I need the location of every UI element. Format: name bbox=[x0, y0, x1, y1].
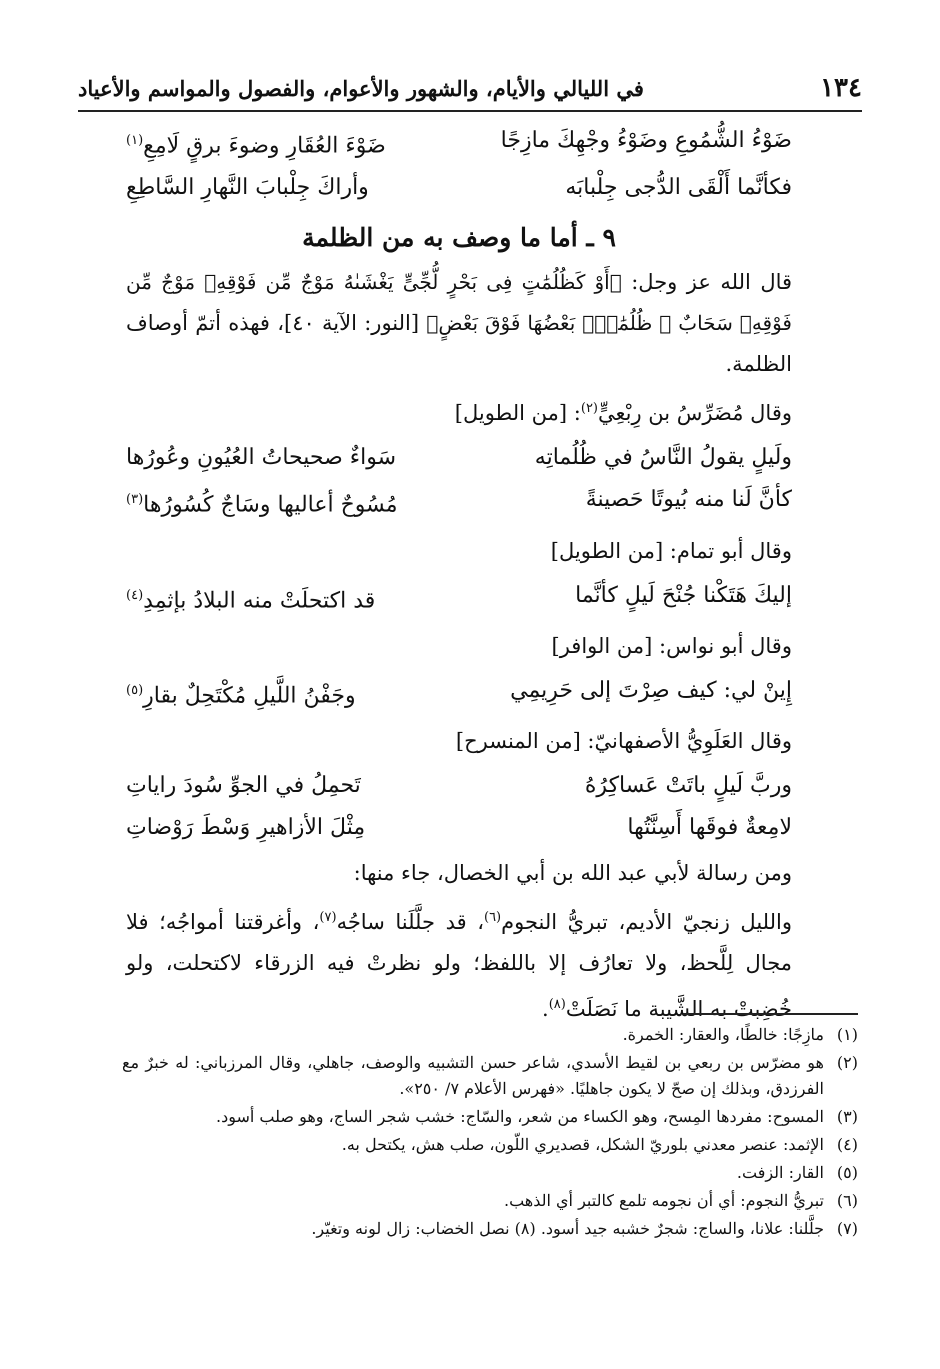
footnote-ref: (٥) bbox=[126, 682, 144, 698]
poem-intro: وقال أبو تمام: [من الطويل] bbox=[550, 538, 792, 563]
prose-paragraph: والليل زنجيّ الأديم، تبريُّ النجوم$^{(٦)}$، قد جلَّلَنا ساجُه$^{(٧)}$، وأغرقتنا أمواجُه؛ فلا مجال لِلَّحظ، ولا تعارُف إلا باللفظ؛ ولو نظرتْ فيه الزرقاء لاكتحلت، ولو خُضِبتْ به الشَّيبة ما نَصَلَتْ$^{(٨)}$. bbox=[126, 910, 792, 1022]
poem-intro: وقال العَلَوِيُّ الأصفهانيّ: [من المنسرح] bbox=[455, 729, 792, 754]
quran-paragraph: قال الله عز وجل: ﴿أَوْ كَظُلُمَٰتٍ فِى بَحْرٍ لُّجِّىٍّ يَغْشَىٰهُ مَوْجٌ مِّن فَوْقِهِۦ مَوْجٌ مِّن فَوْقِهِۦ سَحَابٌ ۚ ظُلُمَٰتٌۢ بَعْضُهَا فَوْقَ بَعْضٍ﴾ [النور: الآية ٤٠]، فهذه أتمّ أوصاف الظلمة. bbox=[126, 270, 793, 377]
verse-line bbox=[126, 479, 792, 526]
verse-second-hemistich: ضَوْءَ العُقَارِ وضوءَ برقٍ لَامِعِ$^{(١)}$ bbox=[126, 133, 386, 159]
footnote-text: جلَّلنا: علانا، والساج: شجرٌ خشبه جيد أسود. (٨) نصل الخضاب: زال لونه وتغيّر. bbox=[311, 1219, 824, 1238]
verse-line bbox=[126, 437, 792, 479]
section-heading: ٩ ـ أما ما وصف به من الظلمة bbox=[302, 223, 616, 253]
footnote-number: (١) bbox=[836, 1025, 858, 1044]
footnote bbox=[122, 1104, 858, 1130]
footnote-text: تبريُّ النجوم: أي أن نجومه تلمع كالتبر أي الذهب. bbox=[503, 1191, 824, 1210]
footnote bbox=[122, 1216, 858, 1242]
footnote bbox=[122, 1022, 858, 1048]
verse-first-hemistich: فكأنَّما أَلْقَى الدُّجى جِلْبابَه bbox=[565, 175, 792, 201]
page-header bbox=[78, 66, 862, 112]
verse-second-hemistich: وأراكَ جِلْبابَ النَّهارِ السَّاطِعِ bbox=[126, 175, 369, 201]
verse-line bbox=[126, 765, 792, 807]
verse-first-hemistich: لامِعةٌ فوقَها أَسِنَّتُها bbox=[627, 815, 792, 841]
footnote-text: المسوح: مفردها المِسح، وهو الكساء من شعر، والسّاج: خشب شجر الساج، وهو صلب أسود. bbox=[216, 1107, 824, 1126]
footnote-text: مازِجًا: خالطًا، والعقار: الخمرة. bbox=[622, 1025, 824, 1044]
footnote-text: القار: الزفت. bbox=[736, 1163, 824, 1182]
footnote-ref: (٣) bbox=[126, 492, 144, 508]
verse-line bbox=[126, 807, 792, 849]
footnote-number: (٧) bbox=[836, 1219, 858, 1238]
verse-second-hemistich: سَواءٌ صحيحاتُ العُيُونِ وعُورُها bbox=[126, 445, 397, 471]
verse-line bbox=[126, 120, 792, 167]
footnote-number: (٢) bbox=[836, 1053, 858, 1072]
verse-line bbox=[126, 167, 792, 209]
page-number: ١٣٤ bbox=[820, 73, 862, 103]
footnote-ref: (٤) bbox=[126, 587, 144, 603]
footnote-number: (٣) bbox=[836, 1107, 858, 1126]
prose-intro: ومن رسالة لأبي عبد الله بن أبي الخصال، جاء منها: bbox=[353, 861, 792, 886]
verse-first-hemistich: كأنَّ لَنا منه بُيوتًا حَصينةً bbox=[585, 487, 792, 513]
footnote-number: (٥) bbox=[836, 1163, 858, 1182]
verse-line bbox=[126, 575, 792, 622]
verse-first-hemistich: ضَوْءُ الشُّمُوعِ وضَوْءُ وجْهِكَ مازِجًا bbox=[500, 128, 792, 153]
verse-first-hemistich: إليكَ هَتَكْنا جُنْحَ لَيلٍ كأنَّما bbox=[575, 582, 792, 608]
poem-intro: وقال مُضَرِّسُ بن رِبْعِيٍّ$^{(٢)}$: [من الطويل] bbox=[454, 401, 792, 426]
footnote bbox=[122, 1160, 858, 1186]
page-body bbox=[126, 120, 792, 1030]
footnote-number: (٤) bbox=[836, 1135, 858, 1154]
verse-first-hemistich: وربَّ لَيلٍ باتَتْ عَساكِرُهُ bbox=[584, 773, 792, 799]
footnote-number: (٦) bbox=[836, 1191, 858, 1210]
verse-second-hemistich: وجَفْنُ اللَّيلِ مُكْتَحِلٌ بقارِ$^{(٥)}$ bbox=[126, 682, 356, 709]
verse-second-hemistich: مُسُوحٌ أعاليها وسَاجٌ كُسُورُها$^{(٣)}$ bbox=[126, 492, 398, 518]
footnotes bbox=[122, 1020, 858, 1244]
quran-verse: ﴿أَوْ كَظُلُمَٰتٍ فِى بَحْرٍ لُّجِّىٍّ يَغْشَىٰهُ مَوْجٌ مِّن فَوْقِهِۦ مَوْجٌ مِّن فَوْقِهِۦ سَحَابٌ ۚ ظُلُمَٰتٌۢ بَعْضُهَا فَوْقَ بَعْضٍ﴾ bbox=[126, 270, 792, 336]
footnote bbox=[122, 1132, 858, 1158]
footnote-ref: (٢) bbox=[580, 401, 598, 417]
verse-second-hemistich: تَحمِلُ في الجوِّ سُودَ راياتِ bbox=[126, 773, 361, 799]
footnote-ref: (٦) bbox=[483, 910, 502, 926]
footnote-ref: (٨) bbox=[548, 997, 566, 1013]
footnote-ref: (٧) bbox=[319, 910, 337, 926]
footnote-divider bbox=[683, 1013, 858, 1015]
footnote bbox=[122, 1188, 858, 1214]
verse-line bbox=[126, 670, 792, 717]
poem-intro: وقال أبو نواس: [من الوافر] bbox=[551, 633, 792, 658]
footnote-text: هو مضرّس بن ربعي بن لقيط الأسدي، شاعر حسن التشبيه والوصف، جاهلي، وقال المرزباني: له خبرٌ مع الفرزدق، وبذلك إن صحّ لا يكون جاهليًا. «فهرس الأعلام ٧/ ٢٥٠». bbox=[122, 1053, 824, 1098]
running-title: في الليالي والأيام، والشهور والأعوام، والفصول والمواسم والأعياد bbox=[78, 75, 644, 101]
footnote bbox=[122, 1050, 858, 1102]
verse-second-hemistich: قد اكتحلَتْ منه البلادُ بإثمِدِ$^{(٤)}$ bbox=[126, 587, 376, 613]
verse-second-hemistich: مِثْلَ الأزاهيرِ وَسْطَ رَوْضاتِ bbox=[126, 815, 366, 841]
footnote-text: الإثمد: عنصر معدني بلوريّ الشكل، قصديري اللّون، صلب هش، يكتحل به. bbox=[341, 1135, 824, 1154]
footnote-ref: (١) bbox=[126, 133, 144, 148]
verse-first-hemistich: ولَيلٍ يقولُ النَّاسُ في ظُلُماتِه bbox=[534, 445, 792, 471]
verse-first-hemistich: إِينْ لي: كيف صِرْتَ إلى حَرِيمِي bbox=[510, 677, 792, 703]
